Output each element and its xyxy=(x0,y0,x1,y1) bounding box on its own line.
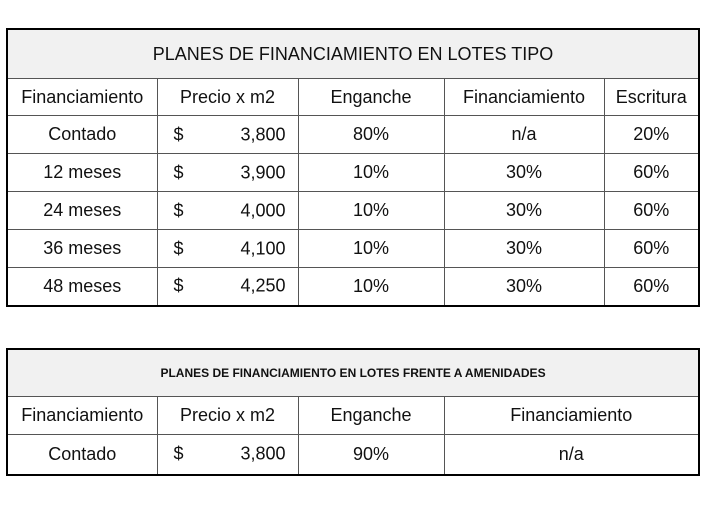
plan-cell: 48 meses xyxy=(7,268,157,306)
price-cell xyxy=(157,268,298,306)
plan-cell: 36 meses xyxy=(7,230,157,268)
column-header-down-payment: Enganche xyxy=(298,397,444,435)
financing-cell: n/a xyxy=(444,116,604,154)
table-row xyxy=(7,192,699,230)
price-amount: 4,000 xyxy=(240,200,286,220)
financing-cell: 30% xyxy=(444,268,604,306)
financing-cell: n/a xyxy=(444,435,699,475)
deed-cell: 60% xyxy=(604,192,699,230)
currency-symbol: $ xyxy=(173,162,184,182)
table-row xyxy=(7,154,699,192)
table-row xyxy=(7,116,699,154)
currency-symbol: $ xyxy=(173,238,184,258)
price-cell xyxy=(157,230,298,268)
table-row xyxy=(7,268,699,306)
financing-cell: 30% xyxy=(444,192,604,230)
header-row xyxy=(7,397,699,435)
down-payment-cell: 10% xyxy=(298,192,444,230)
column-header-financing: Financiamiento xyxy=(444,397,699,435)
plan-cell: 24 meses xyxy=(7,192,157,230)
financing-cell: 30% xyxy=(444,154,604,192)
price-cell xyxy=(157,116,298,154)
down-payment-cell: 10% xyxy=(298,230,444,268)
down-payment-cell: 10% xyxy=(298,268,444,306)
column-header-deed: Escritura xyxy=(604,79,699,116)
deed-cell: 60% xyxy=(604,154,699,192)
price-cell xyxy=(157,154,298,192)
table-title: PLANES DE FINANCIAMIENTO EN LOTES FRENTE A AMENIDADES xyxy=(7,349,699,397)
financing-table-amenity-lots xyxy=(6,348,700,476)
column-header-plan: Financiamiento xyxy=(7,397,157,435)
column-header-financing: Financiamiento xyxy=(444,79,604,116)
price-amount: 3,800 xyxy=(240,443,286,464)
deed-cell: 20% xyxy=(604,116,699,154)
column-header-price: Precio x m2 xyxy=(157,397,298,435)
column-header-down-payment: Enganche xyxy=(298,79,444,116)
currency-symbol: $ xyxy=(173,124,184,144)
currency-symbol: $ xyxy=(173,275,184,296)
deed-cell: 60% xyxy=(604,230,699,268)
deed-cell: 60% xyxy=(604,268,699,306)
price-cell xyxy=(157,192,298,230)
financing-cell: 30% xyxy=(444,230,604,268)
column-header-plan: Financiamiento xyxy=(7,79,157,116)
column-header-price: Precio x m2 xyxy=(157,79,298,116)
price-amount: 4,100 xyxy=(240,238,286,258)
table-row xyxy=(7,435,699,475)
plan-cell: Contado xyxy=(7,435,157,475)
currency-symbol: $ xyxy=(173,200,184,220)
currency-symbol: $ xyxy=(173,443,184,464)
table-row xyxy=(7,230,699,268)
price-amount: 3,900 xyxy=(240,162,286,182)
header-row xyxy=(7,79,699,116)
price-amount: 3,800 xyxy=(240,124,286,144)
plan-cell: Contado xyxy=(7,116,157,154)
plan-cell: 12 meses xyxy=(7,154,157,192)
price-cell xyxy=(157,435,298,475)
financing-table-standard-lots xyxy=(6,28,700,307)
down-payment-cell: 80% xyxy=(298,116,444,154)
down-payment-cell: 90% xyxy=(298,435,444,475)
price-amount: 4,250 xyxy=(240,275,286,296)
table-title: PLANES DE FINANCIAMIENTO EN LOTES TIPO xyxy=(7,29,699,79)
down-payment-cell: 10% xyxy=(298,154,444,192)
